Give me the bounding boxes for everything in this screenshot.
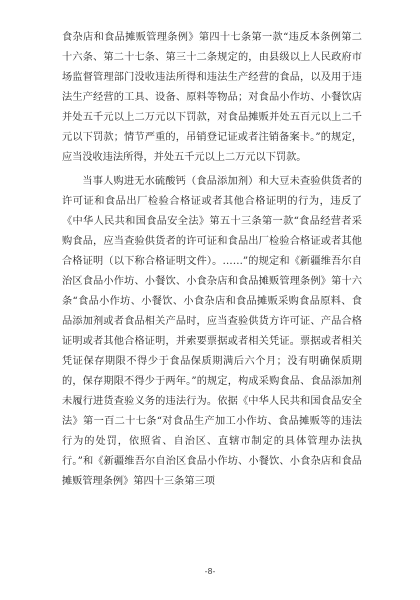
body-text (62, 28, 362, 496)
paragraph-continuation: 食杂店和食品摊贩管理条例》第四十七条第一款“违反本条例第二十六条、第二十七条、第三十二条规定的，由县级以上人民政府市场监督管理部门没收违法所得和违法生产经营的食品，以及用于违法生产经营的工具、设备、原料等物品；对食品小作坊、小餐饮店并处五千元以上二万元以下罚款，对食品摊贩并处五百元以上二千元以下罚款；情节严重的，吊销登记证或者注销备案卡。”的规定，应当没收违法所得，并处五千元以上二万元以下罚款。 (62, 32, 362, 163)
page-number: -8- (204, 567, 216, 576)
paragraph-violation-analysis: 当事人购进无水硫酸钙（食品添加剂）和大豆未查验供货者的许可证和食品出厂检验合格证或者其他合格证明的行为，违反了《中华人民共和国食品安全法》第五十三条第一款“食品经营者采购食品，应当查验供货者的许可证和食品出厂检验合格证或者其他合格证明（以下称合格证明文件）。……”的规定和《新疆维吾尔自治区食品小作坊、小餐饮、小食杂店和食品摊贩管理条例》第十六条“食品小作坊、小餐饮、小食杂店和食品摊贩采购食品原料、食品添加剂或者食品相关产品时，应当查验供货方许可证、产品合格证明或者其他合格证明，并索要票据或者相关凭证。票据或者相关凭证保存期限不得少于食品保质期满后六个月；没有明确保质期的，保存期限不得少于两年。”的规定，构成采购食品、食品添加剂未履行进货查验义务的违法行为。依据《中华人民共和国食品安全法》第一百二十七条“对食品生产加工小作坊、食品摊贩等的违法行为的处罚，依照省、自治区、直辖市制定的具体管理办法执行。”和《新疆维吾尔自治区食品小作坊、小餐饮、小食杂店和食品摊贩管理条例》第四十三条第三项 (62, 176, 362, 487)
